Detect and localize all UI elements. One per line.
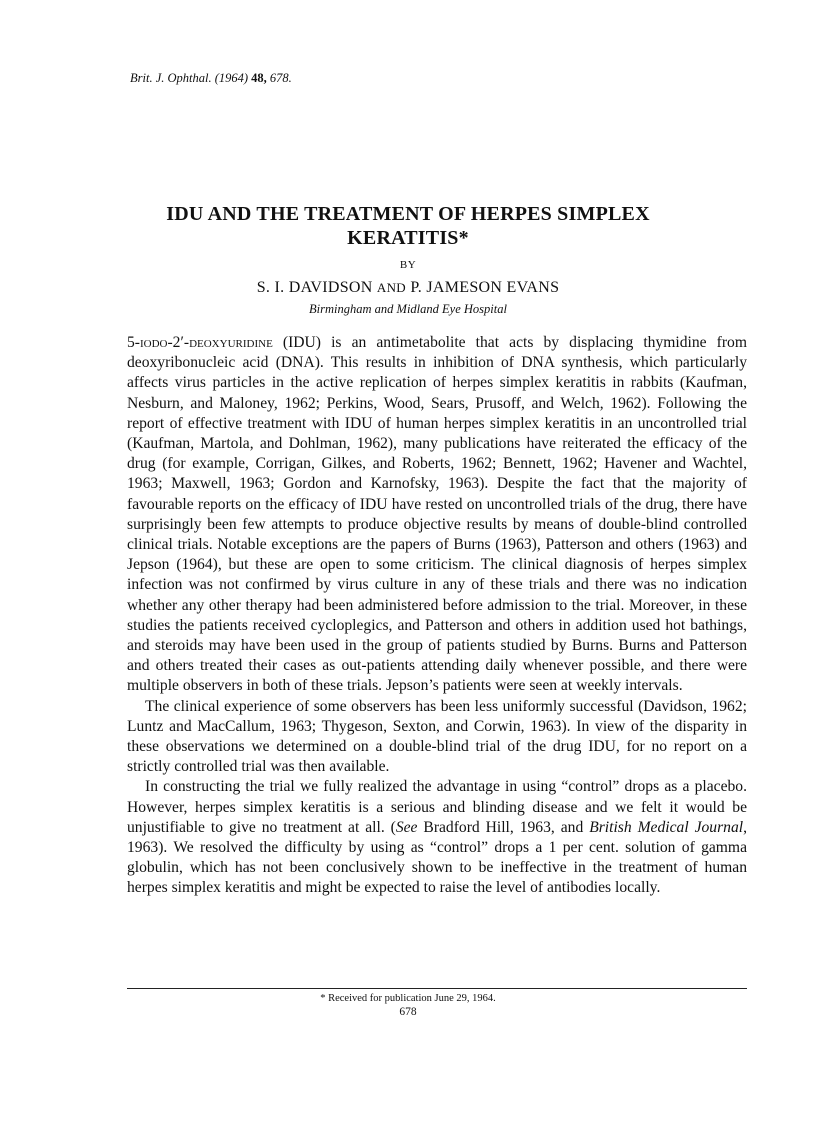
journal-year: (1964) [214,71,249,85]
author-second: P. JAMESON EVANS [410,279,560,296]
journal-page: 678. [269,71,292,85]
article-title: IDU AND THE TREATMENT OF HERPES SIMPLEX KERATITIS* [166,203,650,249]
affiliation: Birmingham and Midland Eye Hospital [309,302,507,316]
footnote-divider [127,988,747,989]
paragraph-3 [127,777,747,898]
page-number: 678 [399,1006,417,1018]
article-body [127,333,747,899]
journal-citation [130,71,292,86]
paragraph-1-text: (IDU) is an antimetabolite that acts by displacing thymidine from deoxyribonucleic acid (DNA). This results in inhibition of DNA synthesis, which particularly affects virus particles in the active replication of herpes simplex keratitis in rabbits (Kaufman, Nesburn, and Maloney, 1962; Perkins, Wood, Sears, Prusoff, and Welch, 1962). Following the report of effective treatment with IDU of human herpes simplex keratitis in an uncontrolled trial (Kaufman, Martola, and Dohlman, 1962), many publications have reiterated the efficacy of the drug (for example, Corrigan, Gilkes, and Roberts, 1962; Bennett, 1962; Havener and Wachtel, 1963; Maxwell, 1963; Gordon and Karnofsky, 1963). Despite the fact that the majority of favourable reports on the efficacy of IDU have rested on uncontrolled trials of the drug, there have surprisingly been few attempts to produce objective results by means of double-blind controlled clinical trials. Notable exceptions are the papers of Burns (1963), Patterson and others (1963) and Jepson (1964), but these are open to some criticism. The clinical diagnosis of herpes simplex infection was not confirmed by virus culture in any of these trials and there was no indication whether any other therapy had been administered before admission to the trial. Moreover, in these studies the patients received cycloplegics, and Patterson and others in addition used hot bathings, and steroids may have been used in the group of patients studied by Burns. Burns and Patterson and others treated their cases as out-patients attending daily whenever possible, and there were multiple observers in both of these trials. Jepson’s patients were seen at weekly intervals. [127,334,747,695]
paragraph-2: The clinical experience of some observers has been less uniformly successful (Davidson, 1962; Luntz and MacCallum, 1963; Thygeson, Sexton, and Corwin, 1963). In view of the disparity in these observations we determined on a double-blind trial of the drug IDU, for no report on a strictly controlled trial was then available. [127,697,747,776]
byline-by: BY [399,259,417,271]
paragraph-1 [127,333,747,697]
paragraph-3-part-c: , 1963). We resolved the difficulty by using as “control” drops a 1 per cent. solution of gamma globulin, which has not been conclusively shown to be ineffective in the treatment of human herpes simplex keratitis and might be expected to raise the level of antibodies locally. [127,818,748,897]
author-conjunction: AND [376,280,406,295]
footnote: * Received for publication June 29, 1964. [320,993,496,1004]
paragraph-3-part-b: Bradford Hill, 1963, and [417,818,590,836]
paragraph-3-part-a: In constructing the trial we fully realized the advantage in using “control” drops as a placebo. However, herpes simplex keratitis is a serious and blinding disease and we felt it would be unjustifiable to give no treatment at all. ( [127,778,747,836]
journal-volume: 48, [251,71,267,85]
author-first: S. I. DAVIDSON [256,279,373,296]
journal-name: Brit. J. Ophthal. [130,71,212,85]
authors [0,279,816,297]
paragraph-3-journal: British Medical Journal [589,818,744,836]
paragraph-lead-in: 5-iodo-2′-deoxyuridine [127,334,273,351]
paragraph-3-see: See [395,818,418,836]
